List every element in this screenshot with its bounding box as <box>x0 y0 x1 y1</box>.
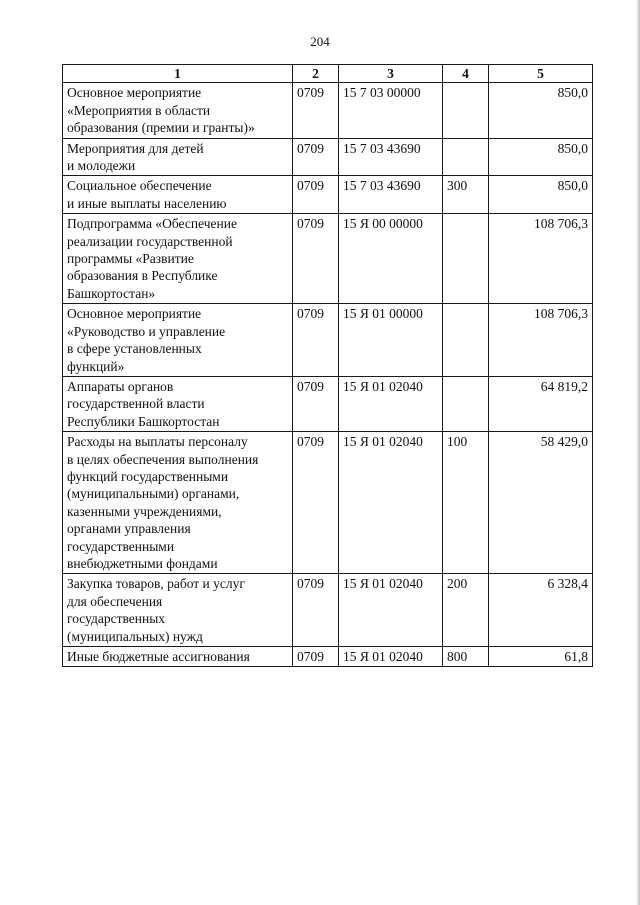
row-name-line: «Мероприятия в области <box>67 102 211 118</box>
row-name-line: и молодежи <box>67 158 136 174</box>
row-name-line: образования в Республике <box>67 268 218 284</box>
row-name-line: в целях обеспечения выполнения <box>67 451 259 467</box>
row-expense-type: 300 <box>443 176 489 214</box>
row-amount: 850,0 <box>489 83 593 138</box>
header-col-3: 3 <box>339 65 443 83</box>
row-name-line: Республики Башкортостан <box>67 413 220 429</box>
row-name-line: в сфере установленных <box>67 341 202 357</box>
row-expense-type: 100 <box>443 432 489 574</box>
row-name-line: образования (премии и гранты)» <box>67 120 255 136</box>
row-section-code: 0709 <box>293 304 339 377</box>
row-name-line: (муниципальными) органами, <box>67 486 240 502</box>
budget-table <box>62 64 593 667</box>
row-name-line: Башкортостан» <box>67 285 156 301</box>
row-target-article: 15 Я 01 02040 <box>339 647 443 667</box>
row-section-code: 0709 <box>293 176 339 214</box>
row-section-code: 0709 <box>293 376 339 431</box>
row-name <box>63 376 293 431</box>
row-name-line: (муниципальных) нужд <box>67 628 203 644</box>
row-expense-type: 200 <box>443 574 489 647</box>
row-section-code: 0709 <box>293 647 339 667</box>
row-name <box>63 176 293 214</box>
row-section-code: 0709 <box>293 432 339 574</box>
row-amount: 850,0 <box>489 138 593 176</box>
row-name-line: государственной власти <box>67 396 205 412</box>
row-name-line: и иные выплаты населению <box>67 195 227 211</box>
page-number: 204 <box>310 34 330 49</box>
row-name <box>63 647 293 667</box>
row-name <box>63 83 293 138</box>
row-target-article: 15 7 03 00000 <box>339 83 443 138</box>
row-name-line: органами управления <box>67 521 191 537</box>
row-name <box>63 214 293 304</box>
table-row <box>63 574 593 647</box>
row-section-code: 0709 <box>293 214 339 304</box>
row-target-article: 15 Я 01 02040 <box>339 574 443 647</box>
row-name-line: Закупка товаров, работ и услуг <box>67 576 245 592</box>
scan-edge-shadow <box>636 0 640 905</box>
header-col-4: 4 <box>443 65 489 83</box>
row-target-article: 15 Я 01 02040 <box>339 376 443 431</box>
table-header <box>63 65 593 83</box>
row-amount: 850,0 <box>489 176 593 214</box>
table-body <box>63 83 593 667</box>
row-name-line: Социальное обеспечение <box>67 178 212 194</box>
row-name-line: Подпрограмма «Обеспечение <box>67 216 237 232</box>
row-expense-type <box>443 376 489 431</box>
row-name <box>63 138 293 176</box>
row-name <box>63 432 293 574</box>
header-col-2: 2 <box>293 65 339 83</box>
row-name-line: Основное мероприятие <box>67 85 202 101</box>
row-target-article: 15 Я 01 02040 <box>339 432 443 574</box>
row-name <box>63 304 293 377</box>
row-amount: 108 706,3 <box>489 304 593 377</box>
row-amount: 61,8 <box>489 647 593 667</box>
table-row <box>63 647 593 667</box>
row-name-line: Мероприятия для детей <box>67 140 204 156</box>
row-name-line: Основное мероприятие <box>67 306 202 322</box>
table-row <box>63 176 593 214</box>
row-amount: 64 819,2 <box>489 376 593 431</box>
row-amount: 58 429,0 <box>489 432 593 574</box>
row-name-line: программы «Развитие <box>67 251 194 267</box>
header-row <box>63 65 593 83</box>
table-row <box>63 432 593 574</box>
row-name-line: Аппараты органов <box>67 378 174 394</box>
row-name-line: «Руководство и управление <box>67 323 226 339</box>
row-name-line: государственных <box>67 611 166 627</box>
row-expense-type <box>443 214 489 304</box>
row-section-code: 0709 <box>293 574 339 647</box>
table-row <box>63 376 593 431</box>
row-expense-type: 800 <box>443 647 489 667</box>
header-col-1: 1 <box>63 65 293 83</box>
table-row <box>63 304 593 377</box>
row-name-line: функций государственными <box>67 468 229 484</box>
row-target-article: 15 7 03 43690 <box>339 138 443 176</box>
row-name-line: Иные бюджетные ассигнования <box>67 649 250 664</box>
row-expense-type <box>443 304 489 377</box>
row-expense-type <box>443 138 489 176</box>
row-name-line: функций» <box>67 358 125 374</box>
row-name-line: Расходы на выплаты персоналу <box>67 434 248 450</box>
row-section-code: 0709 <box>293 138 339 176</box>
row-name-line: казенными учреждениями, <box>67 503 222 519</box>
row-name-line: реализации государственной <box>67 233 233 249</box>
row-target-article: 15 Я 01 00000 <box>339 304 443 377</box>
row-section-code: 0709 <box>293 83 339 138</box>
table-row <box>63 138 593 176</box>
table-row <box>63 214 593 304</box>
row-amount: 6 328,4 <box>489 574 593 647</box>
row-expense-type <box>443 83 489 138</box>
table-row <box>63 83 593 138</box>
row-name-line: для обеспечения <box>67 593 163 609</box>
header-col-5: 5 <box>489 65 593 83</box>
row-amount: 108 706,3 <box>489 214 593 304</box>
row-target-article: 15 7 03 43690 <box>339 176 443 214</box>
row-target-article: 15 Я 00 00000 <box>339 214 443 304</box>
row-name-line: внебюджетными фондами <box>67 555 218 571</box>
row-name-line: государственными <box>67 538 175 554</box>
row-name <box>63 574 293 647</box>
